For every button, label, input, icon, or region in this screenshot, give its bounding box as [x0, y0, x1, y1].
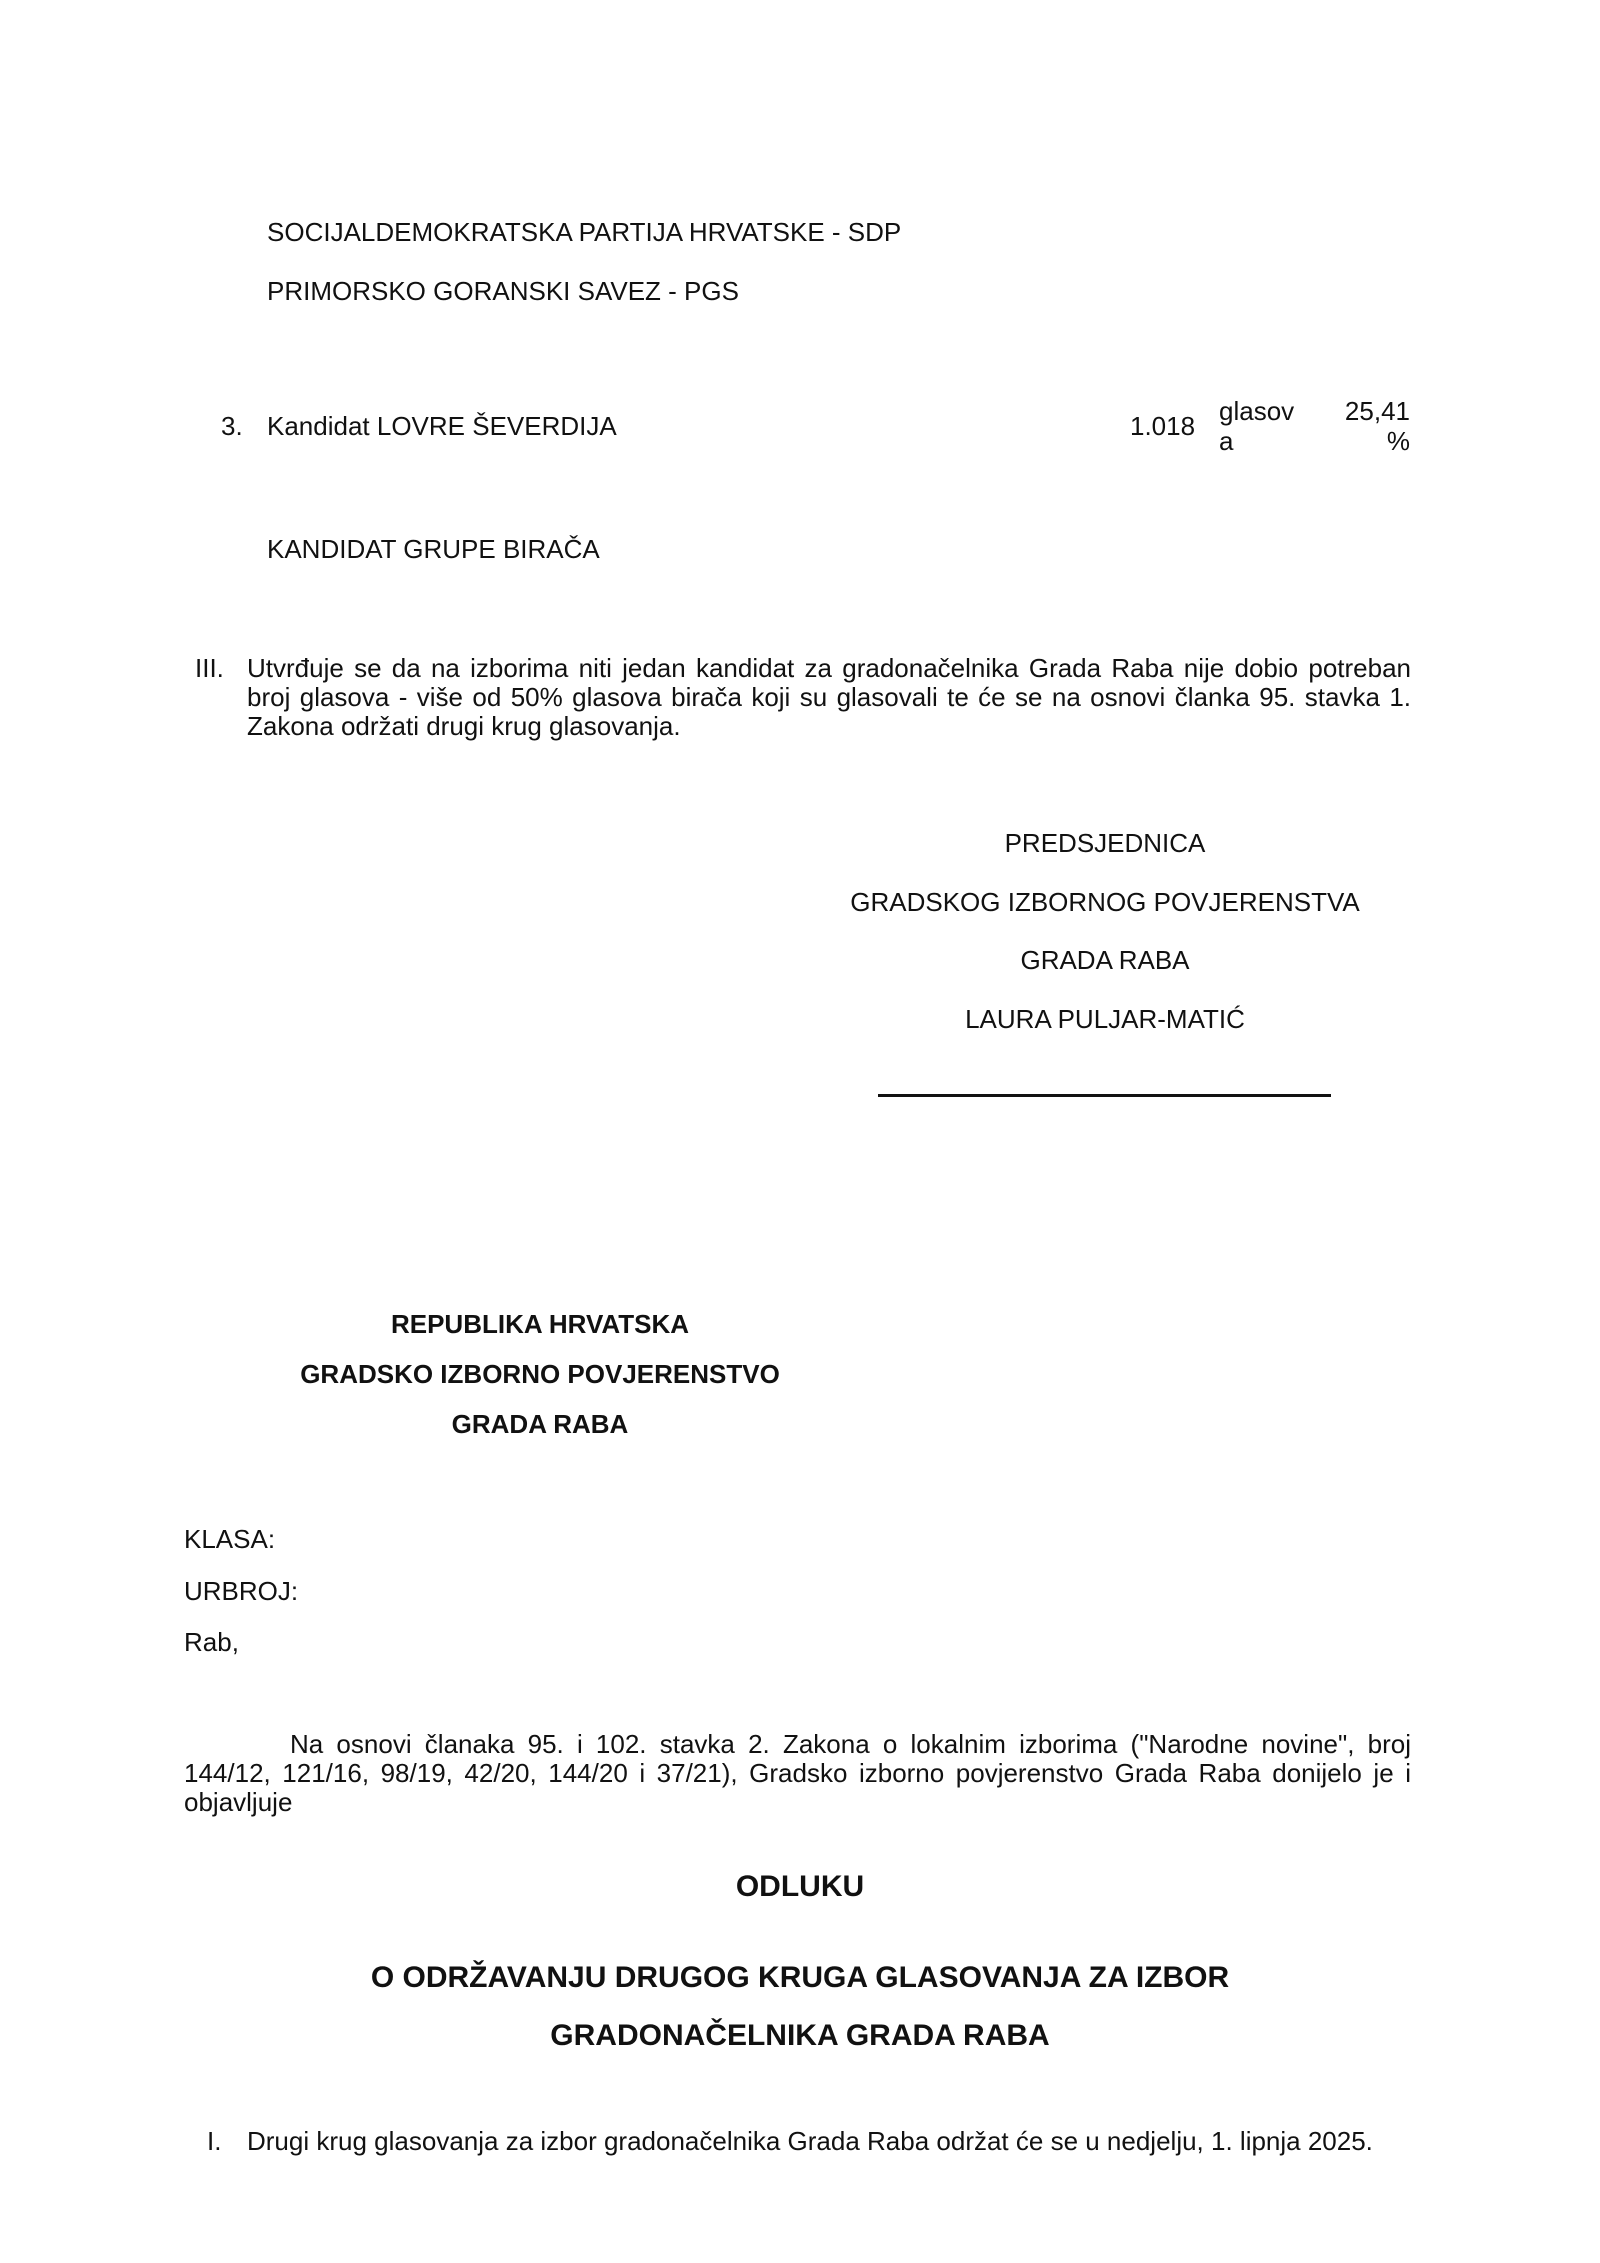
section-i-numeral: I.	[207, 2126, 222, 2156]
candidate-number: 3.	[221, 411, 243, 441]
header-city: GRADA RABA	[451, 1409, 629, 1439]
candidate-group-label: KANDIDAT GRUPE BIRAČA	[267, 534, 600, 564]
header-republic: REPUBLIKA HRVATSKA	[390, 1309, 690, 1339]
preamble-text: Na osnovi članaka 95. i 102. stavka 2. Zakona o lokalnim izborima ("Narodne novine", broj 144/12, 121/16, 98/19, 42/20, 144/20 i 37/21), Gradsko izborno povjerenstvo Grada Raba donijelo je i objavljuje	[184, 1729, 1411, 1817]
party-line-sdp: SOCIJALDEMOKRATSKA PARTIJA HRVATSKE - SDP	[267, 217, 902, 247]
header-commission: GRADSKO IZBORNO POVJERENSTVO	[300, 1359, 780, 1389]
section-iii-numeral: III.	[195, 653, 224, 683]
signature-commission: GRADSKOG IZBORNOG POVJERENSTVA	[850, 887, 1360, 917]
signature-line	[878, 1094, 1331, 1097]
decision-subtitle-2: GRADONAČELNIKA GRADA RABA	[550, 2019, 1050, 2052]
candidate-percent-2: %	[1386, 426, 1410, 456]
candidate-votes-unit-2: a	[1219, 426, 1234, 456]
candidate-votes-unit-1: glasov	[1219, 396, 1295, 426]
section-iii-text: Utvrđuje se da na izborima niti jedan kandidat za gradonačelnika Grada Raba nije dobio potreban broj glasova - više od 50% glasova birača koji su glasovali te će se na osnovi članka 95. stavka 1. Zakona održati drugi krug glasovanja.	[247, 653, 1411, 741]
decision-title: ODLUKU	[735, 1870, 865, 1903]
urbroj-label: URBROJ:	[184, 1576, 299, 1606]
party-line-pgs: PRIMORSKO GORANSKI SAVEZ - PGS	[267, 276, 739, 306]
klasa-label: KLASA:	[184, 1524, 276, 1554]
signature-city: GRADA RABA	[1020, 945, 1190, 975]
signature-title: PREDSJEDNICA	[1004, 828, 1206, 858]
candidate-votes: 1.018	[1130, 411, 1196, 441]
decision-subtitle-1: O ODRŽAVANJU DRUGOG KRUGA GLASOVANJA ZA IZBOR	[370, 1961, 1230, 1994]
candidate-name: Kandidat LOVRE ŠEVERDIJA	[267, 411, 617, 441]
candidate-percent-1: 25,41	[1344, 396, 1410, 426]
section-i-text: Drugi krug glasovanja za izbor gradonačelnika Grada Raba održat će se u nedjelju, 1. lipnja 2025.	[247, 2126, 1373, 2156]
place-label: Rab,	[184, 1627, 239, 1657]
signature-name: LAURA PULJAR-MATIĆ	[965, 1004, 1245, 1034]
